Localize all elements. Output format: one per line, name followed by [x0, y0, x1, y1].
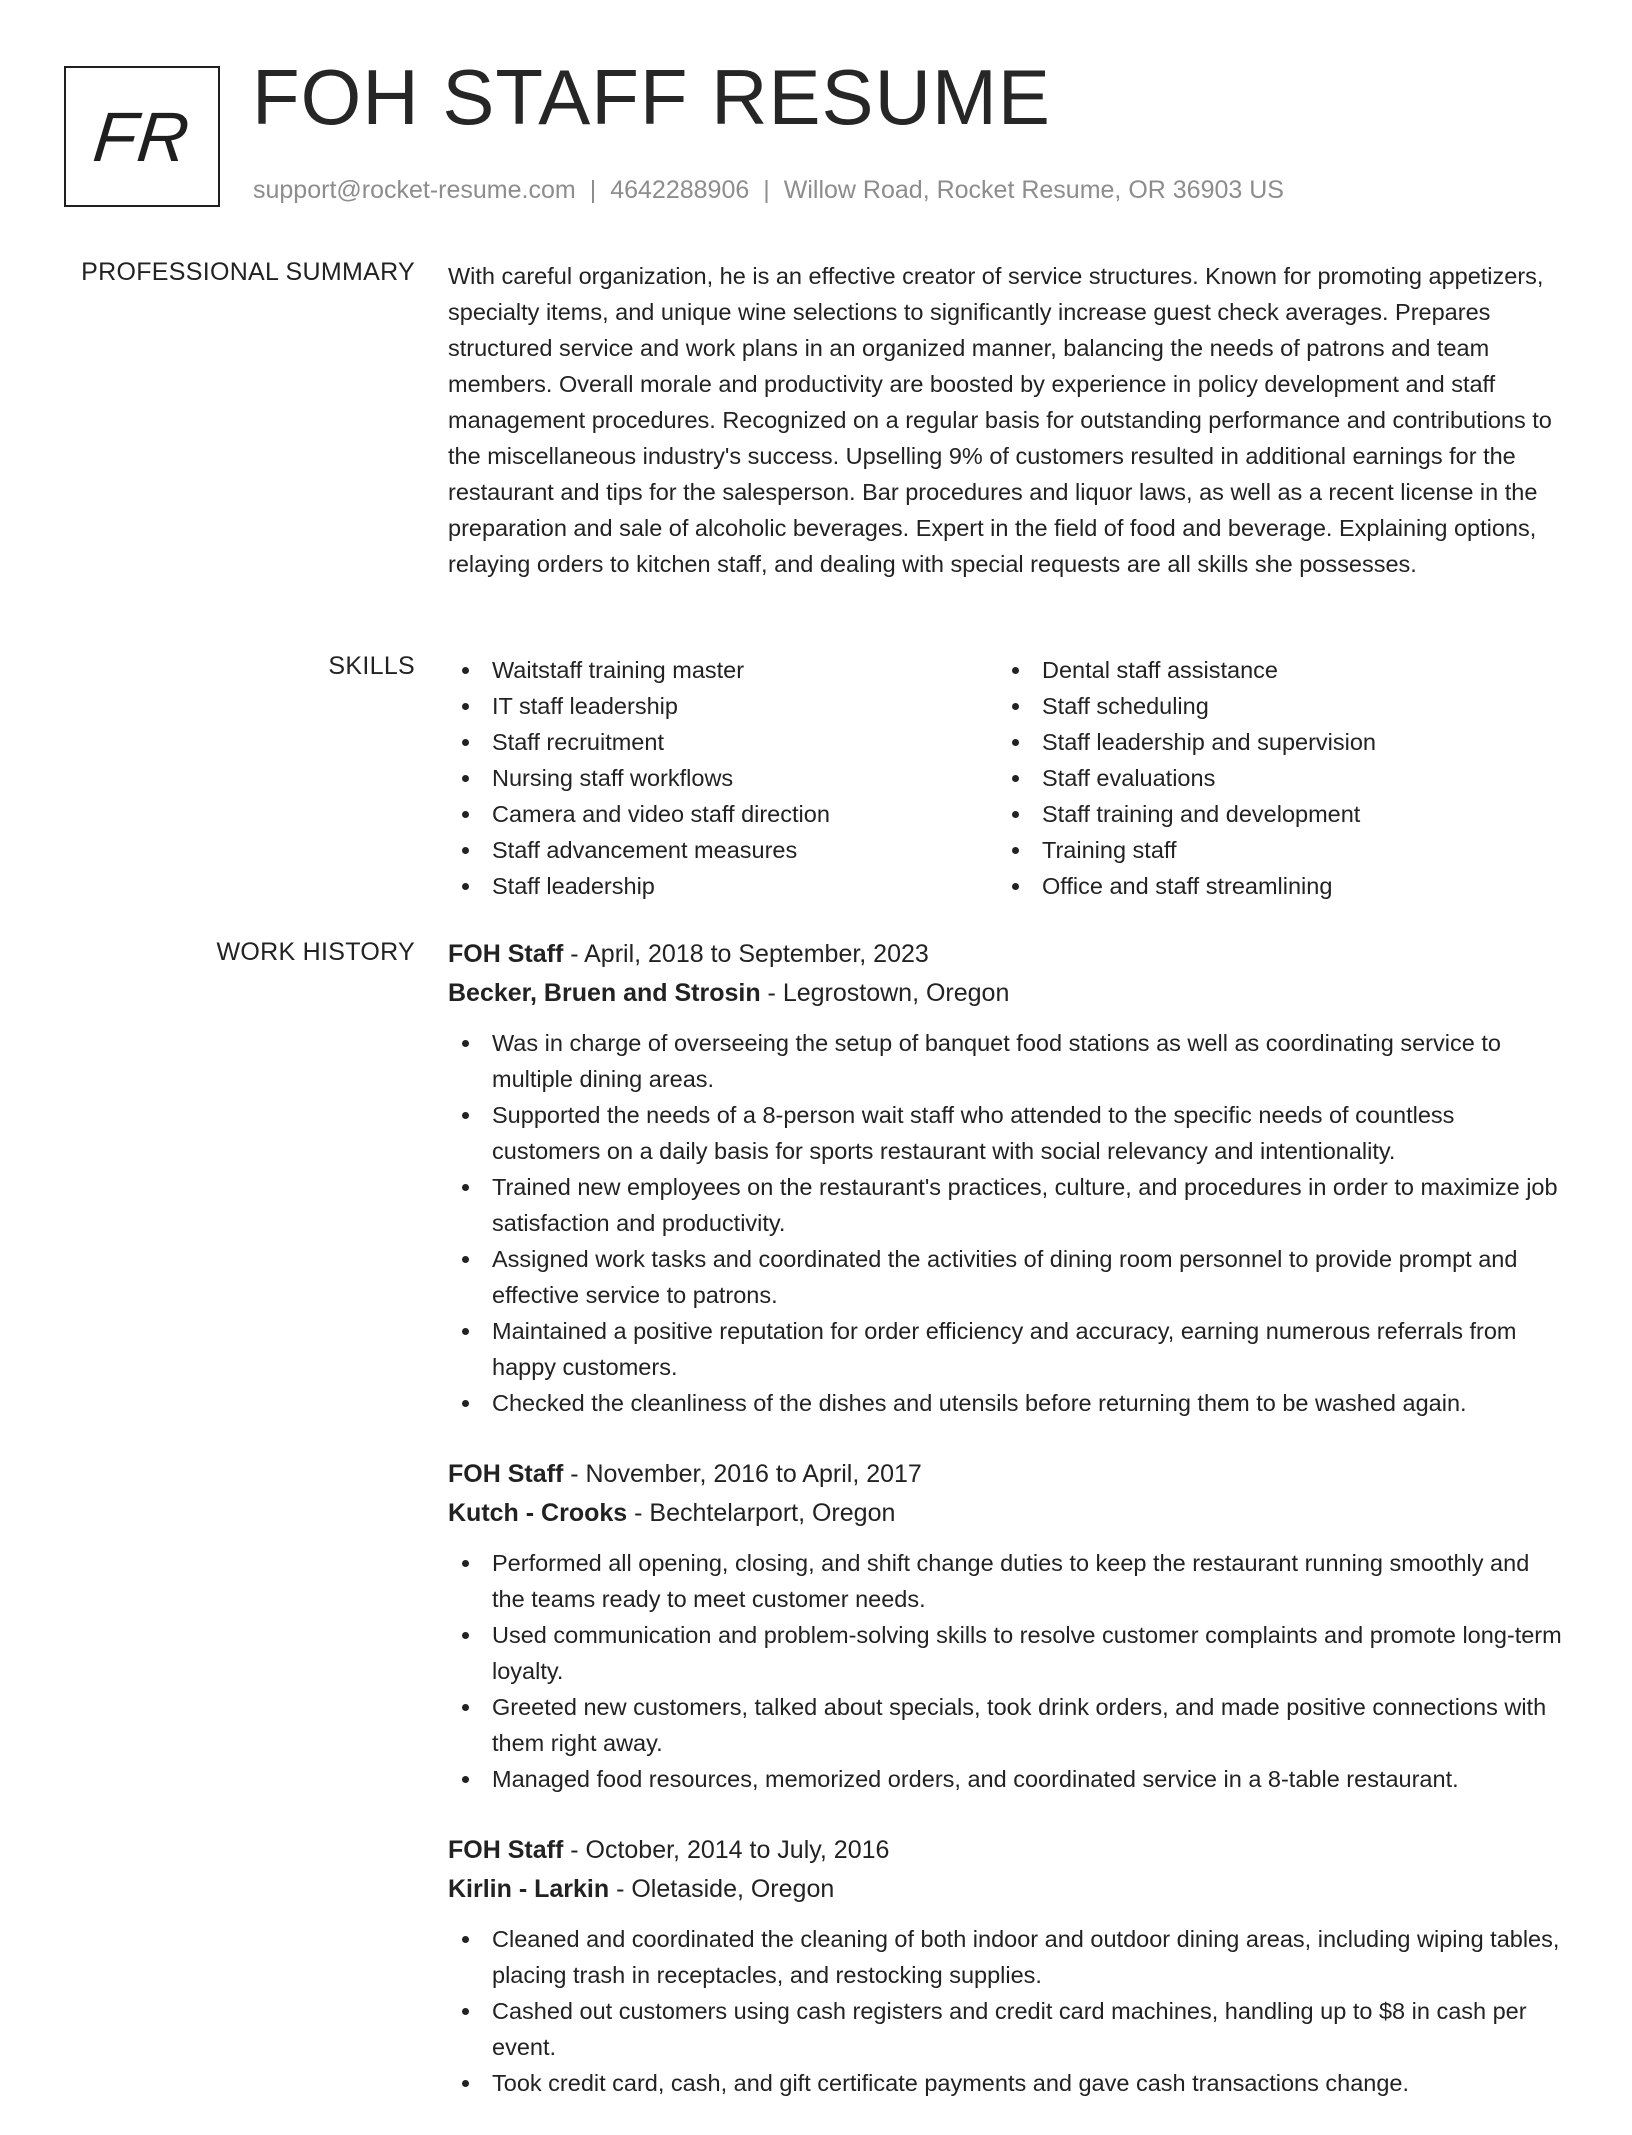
- skill-item: Staff leadership: [448, 868, 998, 904]
- contact-separator: |: [763, 176, 770, 204]
- job-company: Kirlin - Larkin: [448, 1875, 610, 1903]
- job-role: FOH Staff: [448, 1836, 564, 1864]
- contact-address: Willow Road, Rocket Resume, OR 36903 US: [783, 176, 1284, 204]
- job-title-line: [448, 935, 1568, 974]
- job-company-line: [448, 974, 1568, 1013]
- monogram-box: [64, 66, 220, 207]
- job-company-line: [448, 1870, 1568, 1909]
- summary-section: [448, 258, 1568, 582]
- job-bullet: Managed food resources, memorized orders, and coordinated service in a 8-table restaurant.: [448, 1761, 1568, 1797]
- job-dates: - November, 2016 to April, 2017: [563, 1460, 922, 1488]
- job-bullets: [448, 1921, 1568, 2101]
- skill-item: Dental staff assistance: [998, 652, 1548, 688]
- job-bullets: [448, 1025, 1568, 1421]
- job-dates: - April, 2018 to September, 2023: [563, 940, 929, 968]
- skills-list-right: [998, 652, 1548, 904]
- job-entry: [448, 935, 1568, 1421]
- job-bullet: Trained new employees on the restaurant's practices, culture, and procedures in order to maximize job satisfaction and productivity.: [448, 1169, 1568, 1241]
- skill-item: Office and staff streamlining: [998, 868, 1548, 904]
- job-bullet: Took credit card, cash, and gift certificate payments and gave cash transactions change.: [448, 2065, 1568, 2101]
- work-history-section: [448, 935, 1568, 2135]
- job-role: FOH Staff: [448, 940, 564, 968]
- job-bullet: Greeted new customers, talked about specials, took drink orders, and made positive connections with them right away.: [448, 1689, 1568, 1761]
- skills-list-left: [448, 652, 998, 904]
- job-bullet: Maintained a positive reputation for order efficiency and accuracy, earning numerous referrals from happy customers.: [448, 1313, 1568, 1385]
- contact-separator: |: [589, 176, 597, 204]
- skill-item: Staff advancement measures: [448, 832, 998, 868]
- skills-section: [448, 652, 1568, 904]
- job-entry: [448, 1831, 1568, 2101]
- job-bullet: Supported the needs of a 8-person wait staff who attended to the specific needs of countless customers on a daily basis for sports restaurant with social relevancy and intentionality.: [448, 1097, 1568, 1169]
- job-title-line: [448, 1831, 1568, 1870]
- job-bullets: [448, 1545, 1568, 1797]
- job-company-line: [448, 1494, 1568, 1533]
- contact-phone: 4642288906: [610, 176, 750, 204]
- job-role: FOH Staff: [448, 1460, 564, 1488]
- skills-label: SKILLS: [328, 652, 415, 680]
- job-title-line: [448, 1455, 1568, 1494]
- job-bullet: Assigned work tasks and coordinated the activities of dining room personnel to provide prompt and effective service to patrons.: [448, 1241, 1568, 1313]
- skill-item: IT staff leadership: [448, 688, 998, 724]
- contact-line: [253, 176, 1284, 205]
- resume-title: FOH STAFF RESUME: [252, 53, 1051, 141]
- job-bullet: Used communication and problem-solving skills to resolve customer complaints and promote long-term loyalty.: [448, 1617, 1568, 1689]
- skill-item: Camera and video staff direction: [448, 796, 998, 832]
- skills-columns: [448, 652, 1568, 904]
- skill-item: Staff scheduling: [998, 688, 1548, 724]
- summary-label: PROFESSIONAL SUMMARY: [81, 258, 415, 286]
- skill-item: Staff training and development: [998, 796, 1548, 832]
- job-bullet: Checked the cleanliness of the dishes and utensils before returning them to be washed again.: [448, 1385, 1568, 1421]
- summary-text: With careful organization, he is an effective creator of service structures. Known for promoting appetizers, specialty items, and unique wine selections to significantly increase guest check averages. Prepares structured service and work plans in an organized manner, balancing the needs of patrons and team members. Overall morale and productivity are boosted by experience in policy development and staff management procedures. Recognized on a regular basis for outstanding performance and contributions to the miscellaneous industry's success. Upselling 9% of customers resulted in additional earnings for the restaurant and tips for the salesperson. Bar procedures and liquor laws, as well as a recent license in the preparation and sale of alcoholic beverages. Expert in the field of food and beverage. Explaining options, relaying orders to kitchen staff, and dealing with special requests are all skills she possesses.: [448, 263, 1552, 577]
- skill-item: Staff leadership and supervision: [998, 724, 1548, 760]
- work-history-label: WORK HISTORY: [216, 938, 415, 966]
- job-location: - Oletaside, Oregon: [609, 1875, 835, 1903]
- skill-item: Nursing staff workflows: [448, 760, 998, 796]
- job-company: Becker, Bruen and Strosin: [448, 979, 761, 1007]
- skill-item: Training staff: [998, 832, 1548, 868]
- contact-email: support@rocket-resume.com: [253, 176, 576, 204]
- skill-item: Staff recruitment: [448, 724, 998, 760]
- job-entry: [448, 1455, 1568, 1797]
- monogram-initials: FR: [90, 97, 194, 176]
- job-bullet: Cashed out customers using cash registers and credit card machines, handling up to $8 in cash per event.: [448, 1993, 1568, 2065]
- skill-item: Staff evaluations: [998, 760, 1548, 796]
- job-dates: - October, 2014 to July, 2016: [563, 1836, 890, 1864]
- job-bullet: Cleaned and coordinated the cleaning of both indoor and outdoor dining areas, including wiping tables, placing trash in receptacles, and restocking supplies.: [448, 1921, 1568, 1993]
- skill-item: Waitstaff training master: [448, 652, 998, 688]
- job-bullet: Was in charge of overseeing the setup of banquet food stations as well as coordinating service to multiple dining areas.: [448, 1025, 1568, 1097]
- job-location: - Bechtelarport, Oregon: [627, 1499, 896, 1527]
- job-location: - Legrostown, Oregon: [760, 979, 1010, 1007]
- job-company: Kutch - Crooks: [448, 1499, 628, 1527]
- job-bullet: Performed all opening, closing, and shift change duties to keep the restaurant running smoothly and the teams ready to meet customer needs.: [448, 1545, 1568, 1617]
